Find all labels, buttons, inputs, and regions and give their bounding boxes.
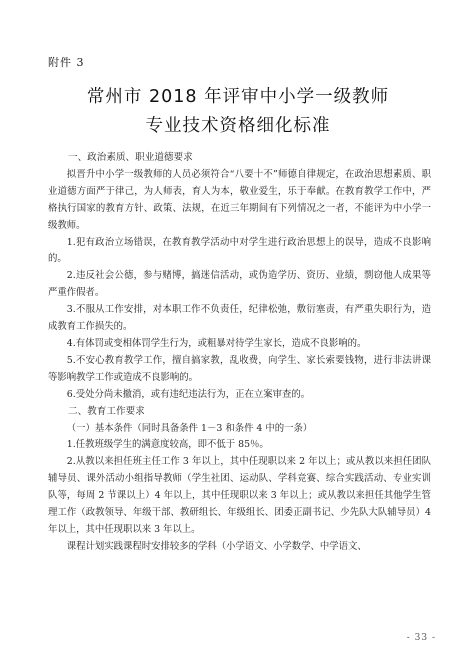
list-item: 6.受处分尚未撤消，或有违纪违法行为，正在立案审查的。 — [66, 388, 311, 400]
body-paragraph: 拟晋升中小学一级教师的人员必须符合“八要十不”师德自律规定，在政治思想素质、职业道德方面严于律己，为人师表，育人为本，敬业爱生，乐于奉献。在教育教学工作中，严格执行国家的教育方针、政策、法规，在近三年期间有下列情况之一者，不能评为中小学一级教师。 — [48, 168, 431, 231]
page-number: - 33 - — [406, 633, 436, 643]
section-heading: 二、教育工作要求 — [68, 405, 145, 417]
body-paragraph: 课程计划实践课程时安排较多的学科（小学语文、小学数学、中学语文、 — [66, 540, 367, 552]
list-item: 3.不服从工作安排，对本职工作不负责任，纪律松弛，敷衍塞责，有严重失职行为，造成教育工作损失的。 — [48, 304, 431, 333]
subsection-heading: （一）基本条件（同时具备条件 1－3 和条件 4 中的一条） — [66, 422, 313, 434]
list-item: 2.从教以来担任班主任工作 3 年以上，其中任现职以来 2 年以上；或从教以来担任团队辅导员、课外活动小组指导教师（学生社团、运动队、学科竞赛、综合实践活动、专业实训队等，每周 2 节课以上）4 年以上，其中任现职以来 3 年以上；或从教以来担任其他学生管理工作（政教领导、年级干部、教研组长、年级组长、团委正副书记、少先队大队辅导员）4 年以上，其中任现职以来 3 年以上。 — [48, 456, 431, 535]
attachment-label: 附件 3 — [48, 56, 85, 69]
list-item: 5.不安心教育教学工作，擅自搞家教，乱收费，向学生、家长索要钱物，进行非法讲课等影响教学工作或造成不良影响的。 — [48, 354, 431, 383]
list-item: 4.有体罚或变相体罚学生行为，或粗暴对待学生家长，造成不良影响的。 — [66, 337, 367, 349]
list-item: 2.违反社会公德，参与赌博，搞迷信活动，或伪造学历、资历、业绩，剽窃他人成果等严重作假者。 — [48, 270, 431, 299]
list-item: 1.犯有政治立场错误，在教育教学活动中对学生进行政治思想上的误导，造成不良影响的。 — [48, 236, 431, 265]
list-item: 1.任教班级学生的满意度较高，即不低于 85％。 — [66, 439, 269, 451]
document-title-line-2: 专业技术资格细化标准 — [145, 116, 331, 136]
document-title-line-1: 常州市 2018 年评审中小学一级教师 — [86, 87, 390, 107]
document-body — [48, 150, 431, 556]
section-heading: 一、政治素质、职业道德要求 — [68, 152, 193, 163]
